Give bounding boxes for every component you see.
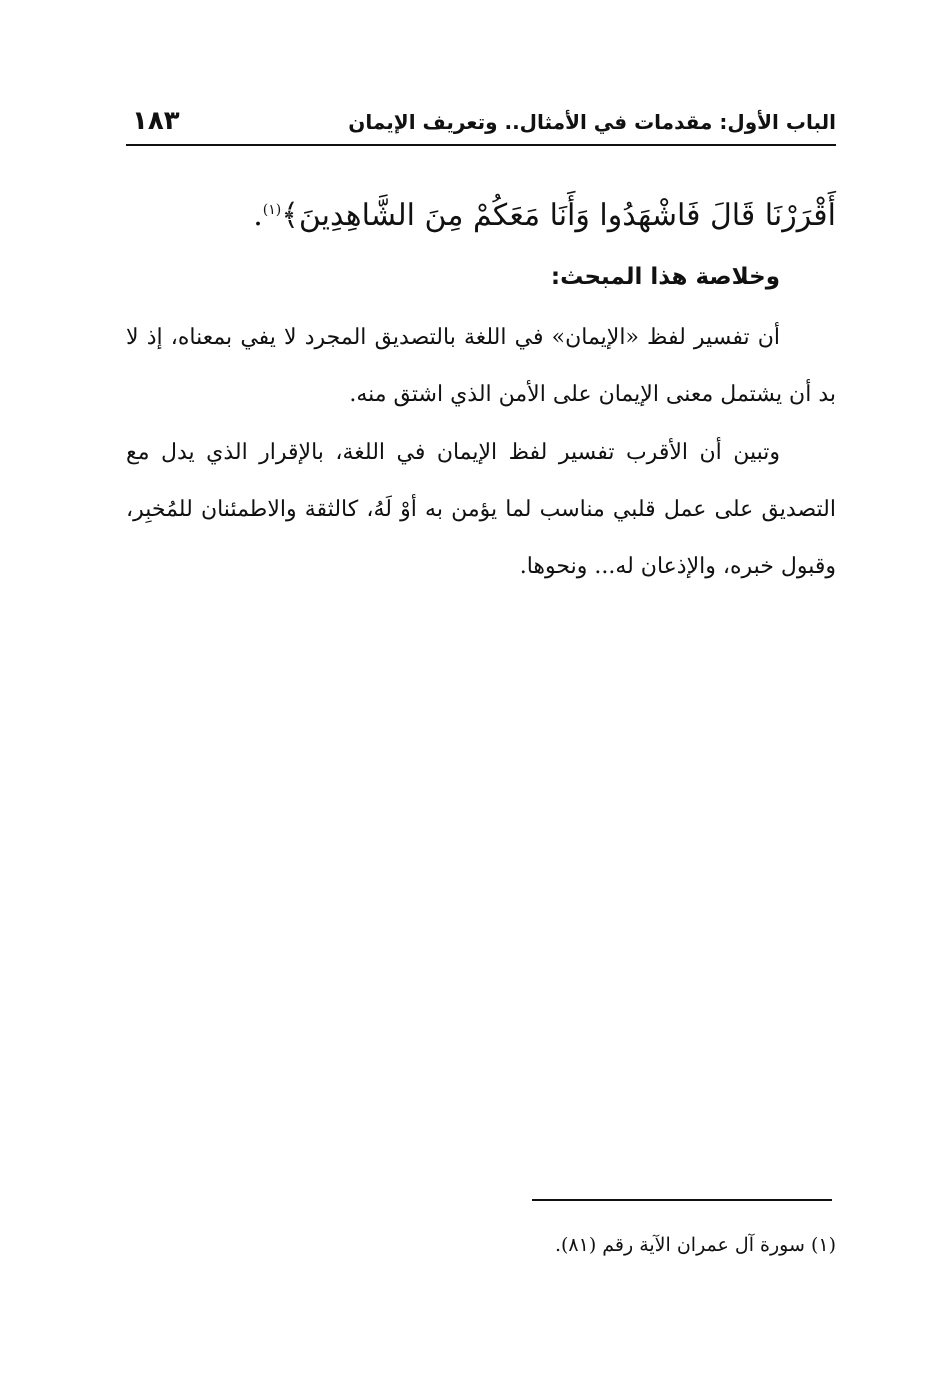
quran-verse	[126, 180, 836, 246]
verse-text: أَقْرَرْنَا قَالَ فَاشْهَدُوا وَأَنَا مَعَكُمْ مِنَ الشَّاهِدِينَ﴾	[281, 198, 836, 233]
page-header	[126, 106, 836, 146]
footnote-reference: (١)	[262, 202, 282, 218]
page-number: ١٨٣	[132, 106, 180, 136]
footnote: (١) سورة آل عمران الآية رقم (٨١).	[554, 1234, 836, 1256]
paragraph: وتبين أن الأقرب تفسير لفظ الإيمان في اللغة، بالإقرار الذي يدل مع التصديق على عمل قلبي مناسب لما يؤمن به أوْ لَهُ، كالثقة والاطمئنان للمُخبِر، وقبول خبره، والإذعان له... ونحوها.	[126, 440, 836, 579]
section-heading: وخلاصة هذا المبحث:	[550, 264, 780, 290]
verse-end: .	[253, 198, 263, 233]
running-title: الباب الأول: مقدمات في الأمثال.. وتعريف الإيمان	[348, 110, 836, 134]
paragraph: أن تفسير لفظ «الإيمان» في اللغة بالتصديق المجرد لا يفي بمعناه، إذ لا بد أن يشتمل معنى الإيمان على الأمن الذي اشتق منه.	[126, 325, 836, 407]
footnote-divider	[532, 1199, 832, 1201]
